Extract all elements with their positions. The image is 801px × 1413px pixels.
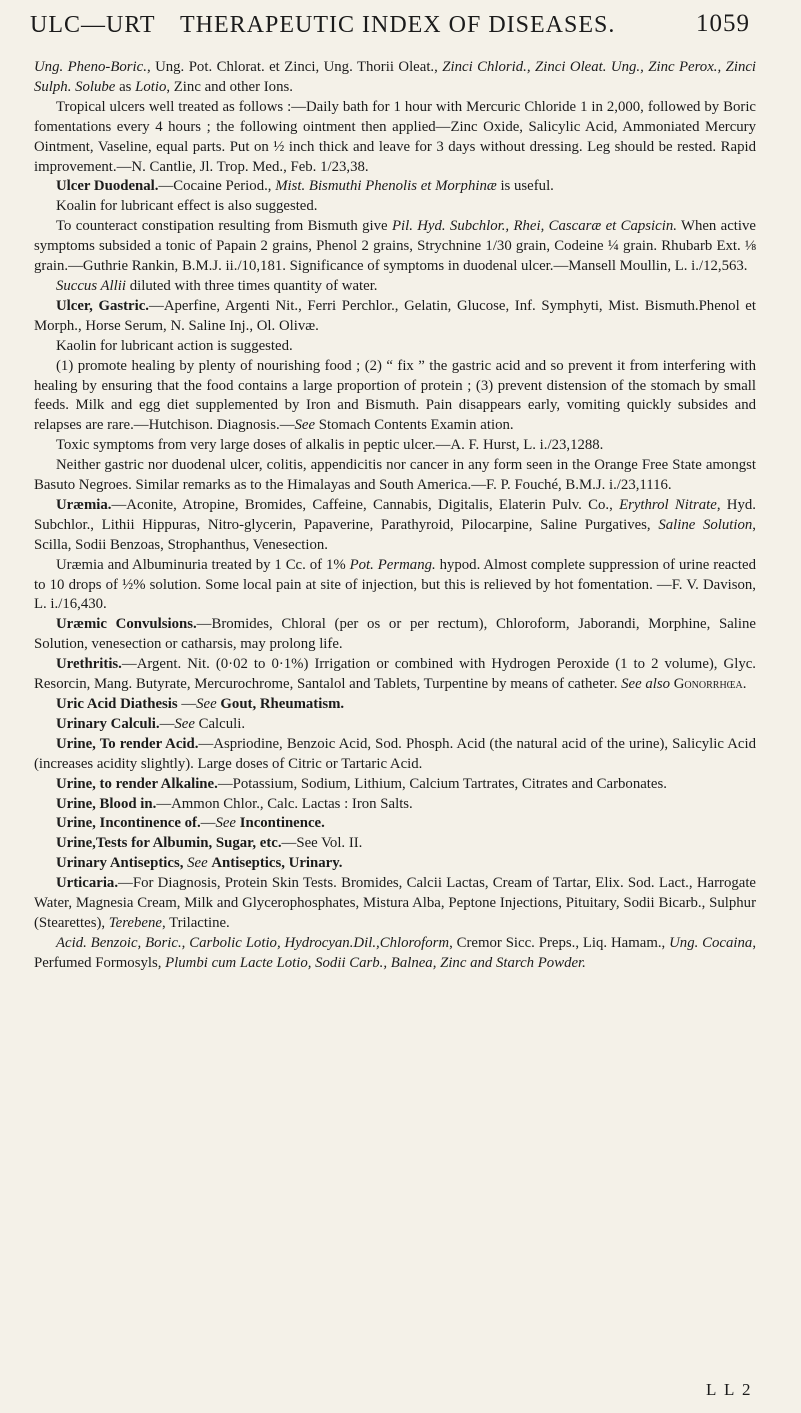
index-paragraph: Urine, to render Alkaline.—Potassium, Sodium, Lithium, Calcium Tartrates, Citrates and Carbonates. <box>56 775 667 792</box>
index-paragraph: Uric Acid Diathesis —See Gout, Rheumatism. <box>56 696 345 712</box>
index-paragraph: Urine, Incontinence of.—See Incontinence. <box>56 815 325 832</box>
index-paragraph: Toxic symptoms from very large doses of alkalis in peptic ulcer.—A. F. Hurst, L. i./23,1288. <box>56 437 604 454</box>
index-paragraph: Ung. Pheno-Boric., Ung. Pot. Chlorat. et Zinci, Ung. Thorii Oleat., Zinci Chlorid., Zinci Oleat. Ung., Zinc Perox., Zinci Sulph. Solube as Lotio, Zinc and other Ions. <box>34 59 757 95</box>
index-paragraph: Urine,Tests for Albumin, Sugar, etc.—See Vol. II. <box>56 835 363 852</box>
index-paragraph: Tropical ulcers well treated as follows :—Daily bath for 1 hour with Mercuric Chloride 1 in 2,000, followed by Boric fomentations every 4 hours ; the following ointment then applied—Zinc Oxide, Salicylic Acid, Ammoniated Mercury Ointment, Vaseline, equal parts. Put on ½ inch thick and leave for 3 days without dressing. Leg should be rested. Rapid improvement.—N. Cantlie, Jl. Trop. Med., Feb. 1/23,38. <box>34 98 756 175</box>
index-paragraph: To counteract constipation resulting from Bismuth give Pil. Hyd. Subchlor., Rhei, Cascaræ et Capsicin. When active symptoms subsided a tonic of Papain 2 grains, Phenol 2 grains, Strychnine 1/30 grain, Codeine ¼ grain. Rhubarb Ext. ⅛ grain.—Guthrie Rankin, B.M.J. ii./10,181. Significance of symptoms in duodenal ulcer.—Mansell Moullin, L. i./12,563. <box>34 218 756 275</box>
index-paragraph: Uræmia.—Aconite, Atropine, Bromides, Caffeine, Cannabis, Digitalis, Elaterin Pulv. Co., Erythrol Nitrate, Hyd. Subchlor., Lithii Hippuras, Nitro-glycerin, Papaverine, Parathyroid, Pilocarpine, Saline Purgatives, Saline Solution, Scilla, Sodii Benzoas, Strophanthus, Venesection. <box>34 496 756 553</box>
index-entries <box>34 58 756 974</box>
index-paragraph: Urticaria.—For Diagnosis, Protein Skin Tests. Bromides, Calcii Lactas, Cream of Tartar, Elix. Sod. Lact., Harrogate Water, Magnesia Cream, Milk and Glycerophosphates, Mistura Alba, Peptone Injections, Pituitary, Sodii Bicarb., Sulphur (Stearettes), Terebene, Trilactine. <box>34 875 756 931</box>
index-paragraph: Ulcer, Gastric.—Aperfine, Argenti Nit., Ferri Perchlor., Gelatin, Glucose, Inf. Symphyti, Mist. Bismuth.Phenol et Morph., Horse Serum, N. Saline Inj., Ol. Olivæ. <box>34 297 756 334</box>
index-paragraph: Uræmia and Albuminuria treated by 1 Cc. of 1% Pot. Permang. hypod. Almost complete suppression of urine reacted to 10 drops of ½% solution. Some local pain at site of injection, but this is relieved by hot fomentation. —F. V. Davison, L. i./16,430. <box>34 556 756 613</box>
index-paragraph: Kaolin for lubricant action is suggested. <box>56 337 293 354</box>
page-header <box>30 6 750 46</box>
running-head-left: ULC—URT <box>30 12 156 38</box>
index-paragraph: (1) promote healing by plenty of nourishing food ; (2) “ fix ” the gastric acid and so prevent it from interfering with healing by ensuring that the food contains a large proportion of protein ; (3) prevent distension of the stomach by small feeds. Milk and egg diet supplemented by Iron and Bismuth. Pain disappears early, vomiting quickly subsides and relapses are rare.—Hutchison. Diagnosis.—See Stomach Contents Examin ation. <box>34 357 756 434</box>
index-paragraph: Acid. Benzoic, Boric., Carbolic Lotio, Hydrocyan.Dil.,Chloroform, Cremor Sicc. Preps., Liq. Hamam., Ung. Cocaina, Perfumed Formosyls, Plumbi cum Lacte Lotio, Sodii Carb., Balnea, Zinc and Starch Powder. <box>34 934 757 971</box>
index-paragraph: Uræmic Convulsions.—Bromides, Chloral (per os or per rectum), Chloroform, Jaborandi, Morphine, Saline Solution, venesection or catharsis, may prolong life. <box>34 616 756 653</box>
index-paragraph: Neither gastric nor duodenal ulcer, colitis, appendicitis nor cancer in any form seen in the Orange Free State amongst Basuto Negroes. Similar remarks as to the Himalayas and South America.—F. P. Fouché, B.M.J. i./23,1116. <box>34 457 756 494</box>
running-head-title: THERAPEUTIC INDEX OF DISEASES. <box>180 12 616 38</box>
index-paragraph: Ulcer Duodenal.—Cocaine Period., Mist. Bismuthi Phenolis et Morphinæ is useful. <box>56 178 554 195</box>
index-paragraph: Urine, To render Acid.—Aspriodine, Benzoic Acid, Sod. Phosph. Acid (the natural acid of the urine), Salicylic Acid (increases acidity slightly). Large doses of Citric or Tartaric Acid. <box>34 735 756 772</box>
page-number: 1059 <box>696 10 750 37</box>
index-paragraph: Urethritis.—Argent. Nit. (0·02 to 0·1%) Irrigation or combined with Hydrogen Peroxide (1 to 2 volume), Glyc. Resorcin, Mang. Butyrate, Mercurochrome, Santalol and Tablets, Turpentine by means of catheter. See also Gonorrhœa. <box>34 656 756 693</box>
index-paragraph: Koalin for lubricant effect is also suggested. <box>56 198 318 215</box>
signature-mark: L L 2 <box>706 1380 753 1399</box>
index-paragraph: Urine, Blood in.—Ammon Chlor., Calc. Lactas : Iron Salts. <box>56 795 413 812</box>
index-paragraph: Urinary Calculi.—See Calculi. <box>56 715 246 732</box>
index-paragraph: Succus Allii diluted with three times quantity of water. <box>56 277 378 294</box>
index-paragraph: Urinary Antiseptics, See Antiseptics, Urinary. <box>56 855 343 872</box>
